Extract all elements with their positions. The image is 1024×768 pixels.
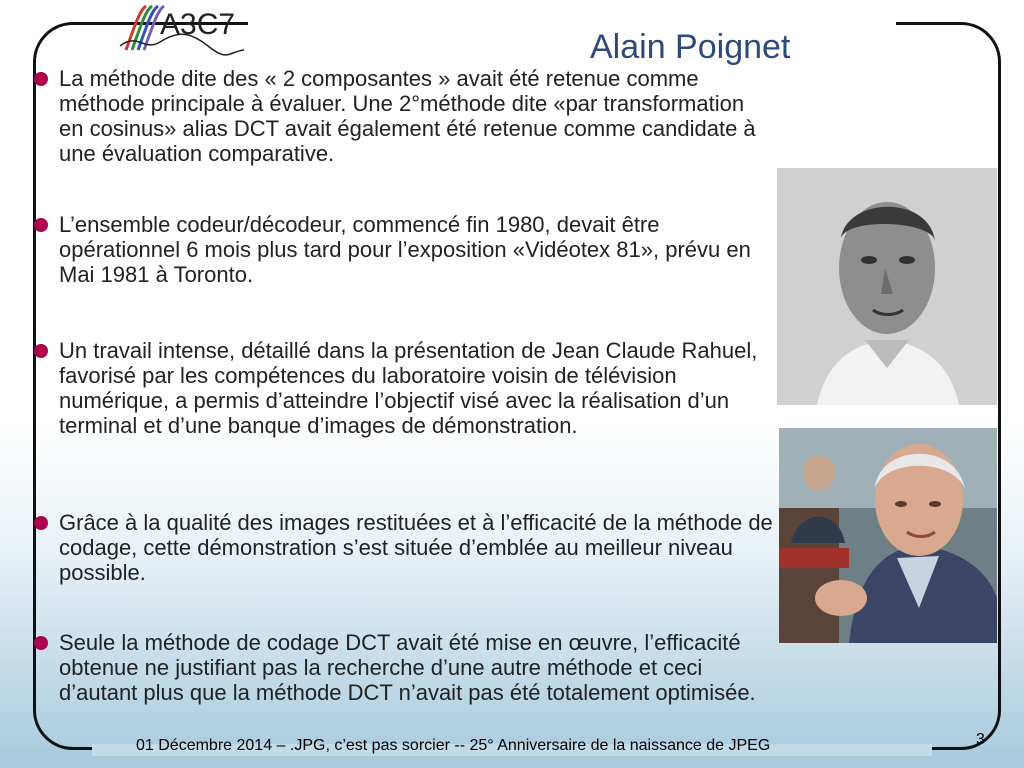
bullet-item-1 [34,66,774,166]
bullet-text-5: Seule la méthode de codage DCT avait été mise en œuvre, l’efficacité obtenue ne justifiant pas la recherche d’une autre méthode et ceci d’autant plus que la méthode DCT n’avait pas été totalement optimisée. [59,630,756,705]
bullet-item-3 [34,338,774,438]
bullet-text-1: La méthode dite des « 2 composantes » avait été retenue comme méthode principale à évaluer. Une 2°méthode dite «par transformation en cosinus» alias DCT avait également été retenue comme candidate à une évaluation comparative. [59,66,756,166]
bullet-dot-icon [34,72,48,86]
logo-lettering: A3C7 [160,8,236,41]
bullet-dot-icon [34,516,48,530]
page-number: 3 [976,731,985,748]
bullet-text-3: Un travail intense, détaillé dans la présentation de Jean Claude Rahuel, favorisé par les compétences du laboratoire voisin de télévision numérique, a permis d’atteindre l’objectif visé avec la réalisation d’un terminal et d’une banque d’images de démonstration. [59,338,758,438]
bullet-item-5 [34,630,774,705]
footer-text: 01 Décembre 2014 – .JPG, c’est pas sorcier -- 25° Anniversaire de la naissance de JPEG [136,737,771,754]
frame-gap-top [248,18,896,28]
bullet-item-2 [34,212,774,287]
slide-title: Alain Poignet [590,28,791,66]
bullet-dot-icon [34,344,48,358]
portrait-photo-old [777,168,997,405]
bullet-item-4 [34,510,774,585]
bullet-text-4: Grâce à la qualité des images restituées et à l’efficacité de la méthode de codage, cette démonstration s’est située d’emblée au meilleur niveau possible. [59,510,773,585]
bullet-dot-icon [34,218,48,232]
bullet-dot-icon [34,636,48,650]
bullet-text-2: L’ensemble codeur/décodeur, commencé fin 1980, devait être opérationnel 6 mois plus tard pour l’exposition «Vidéotex 81», prévu en Mai 1981 à Toronto. [59,212,751,287]
a3c7-logo [118,2,248,56]
portrait-photo-recent [779,428,997,643]
